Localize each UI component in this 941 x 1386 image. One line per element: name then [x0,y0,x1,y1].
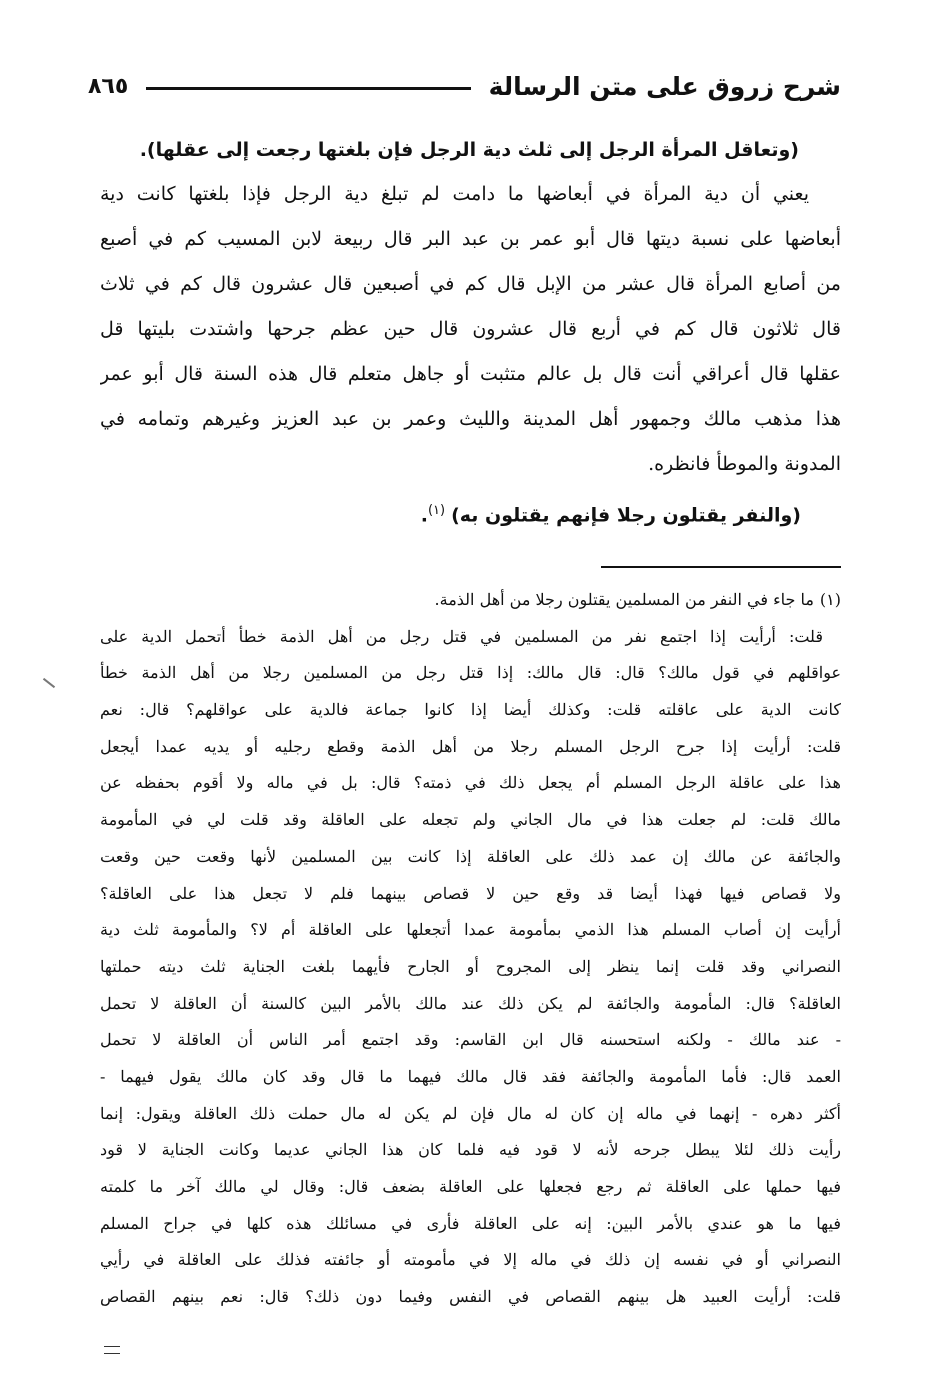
commentary-line-3: من أصابع المرأة قال عشر من الإبل قال كم في أصبعين قال عشرون قال كم في ثلاث [100,273,841,295]
commentary-line-6: هذا مذهب مالك وجمهور أهل المدينة والليث وعمر بن عبد العزيز وغيرهم وتمامه في [100,408,841,430]
footnote-line-16: فيها حملها على العاقلة ثم رجع فجعلها على العاقلة بضعف قال: وقال لي مالك آخر ما كلمته [100,1177,841,1196]
commentary-line-7: المدونة والموطأ فانظره. [648,453,841,475]
footnote-line-17: فيها ما هو عندي بالأمر البين: إنه على العاقلة فأرى في مسائلك هذه كلها في جراح المسلم [100,1213,841,1233]
footnote-line-1: قلت: أرأيت إذا اجتمع نفر من المسلمين في قتل رجل من أهل الذمة خطأ أتحمل الدية على [100,626,823,646]
footnote-line-7: والجائفة عن مالك إن عمد ذلك على العاقلة إذا كانت بين المسلمين لأنها وقعت حين وقعت [100,846,841,866]
commentary-line-2: أبعاضها على نسبة ديتها قال أبو عمر بن عبد البر قال ربيعة لابن المسيب كم في أصبع [100,228,841,250]
commentary-line-1: يعني أن دية المرأة في أبعاضها ما دامت لم تبلغ دية الرجل فإذا بلغتها كانت دية [100,183,809,205]
running-header [88,64,841,108]
footnote-line-6: مالك قلت: لم جعلت هذا في مال الجاني ولم تجعله على العاقلة وقد قلت لي في المأمومة [100,810,841,830]
footnote-separator [601,566,841,568]
commentary-line-5: عقلها قال أعراقي أنت قال بل عالم متثبت أو جاهل متعلم قال هذه السنة قال أبو عمر [100,363,841,385]
footnote-line-14: أكثر دهره - إنهما في ماله إن كان له مال فإن لم يكن له مال حملت ذلك العاقلة ويقول: إنما [100,1103,841,1123]
footnote-line-8: ولا قصاص فيها فهذا أيضا قد وقع حين لا قصاص بينهما فلم لا تجعل هذا على العاقلة؟ [100,883,841,903]
header-rule [146,87,470,90]
matn-heading-2: (والنفر يقتلون رجلا فإنهم يقتلون به)$^{(١)}$. [420,503,801,527]
footnote-line-11: العاقلة؟ قال: المأمومة والجائفة لم يكن ذلك عند مالك بالأمر البين كالسنة أن العاقلة لا تحمل [100,993,841,1013]
footnote-line-15: رأيت ذلك لئلا يبطل جرحه لأنه لا قود فيه فلما كان هذا الجاني عديما وكانت الجناية لا قود [100,1140,841,1160]
footnote-line-13: العمد قال: فأما المأمومة والجائفة فقد قال مالك فيهما ما قال وقد كان مالك يقول فيهما - [100,1066,841,1086]
running-title: شرح زروق على متن الرسالة [488,71,841,101]
footnote-line-3: كانت الدية على عاقلته قلت: وكذلك أيضا إذا كانوا جماعة فالدية على عواقلهم؟ قال: نعم [100,700,841,720]
footnote-line-18: النصراني أو في نفسه إن ذلك في ماله إلا في مأمومته أو جائفته فذلك على العاقلة في رأيي [100,1250,841,1270]
footnote-line-4: قلت: أرأيت إذا جرح الرجل المسلم رجلا من أهل الذمة وقطع رجليه أو يديه عمدا أيجعل [100,736,841,756]
main-text [100,128,841,533]
footnote-number: (١) [819,590,841,609]
page-number: ٨٦٥ [88,73,129,99]
footnote-line-19: قلت: أرأيت العبيد هل بينهم القصاص في النفس وفيما دون ذلك؟ قال: نعم بينهم القصاص [100,1287,841,1307]
footnote-title-line [100,582,841,619]
footnote-line-2: عواقلهم في قول مالك؟ قال: قال مالك: إذا قتل رجل من المسلمين رجلا من أهل الذمة خطأ [100,663,841,683]
matn-heading-1: (وتعاقل المرأة الرجل إلى ثلث دية الرجل فإن بلغتها رجعت إلى عقلها). [139,139,799,161]
footnote-line-12: - عند مالك - ولكنه استحسنه قال ابن القاسم: وقد اجتمع أمر الناس أن العاقلة لا تحمل [100,1030,841,1050]
footnote-title: ما جاء في النفر من المسلمين يقتلون رجلا من أهل الذمة. [434,590,814,609]
footnote-line-9: أرأيت إن أصاب المسلم هذا الذمي بمأمومة عمدا أتجعلها على العاقلة أم لا؟ والمأمومة ثلث دية [100,920,841,940]
scan-artifact-mark [43,678,55,688]
footnote-line-5: هذا على عاقلة الرجل المسلم أم يجعل ذلك في ذمته؟ قال: بل في ماله ولا أقوم بحفظه عن [100,773,841,793]
footnote-line-10: النصراني وقد قلت إنما ينظر إلى المجروح أو الجارح فأيهما بلغت الجناية ثلث ديته حملتها [100,956,841,976]
commentary-line-4: قال ثلاثون قال كم في أربع قال عشرون قال حين عظم جرحها واشتدت بليتها قل [100,318,841,340]
footnotes [100,582,841,1316]
matn-heading-2-text: (والنفر يقتلون رجلا فإنهم يقتلون به) [451,504,801,527]
continuation-mark [104,1346,120,1354]
footnote-reference[interactable]: (١) [427,503,446,518]
